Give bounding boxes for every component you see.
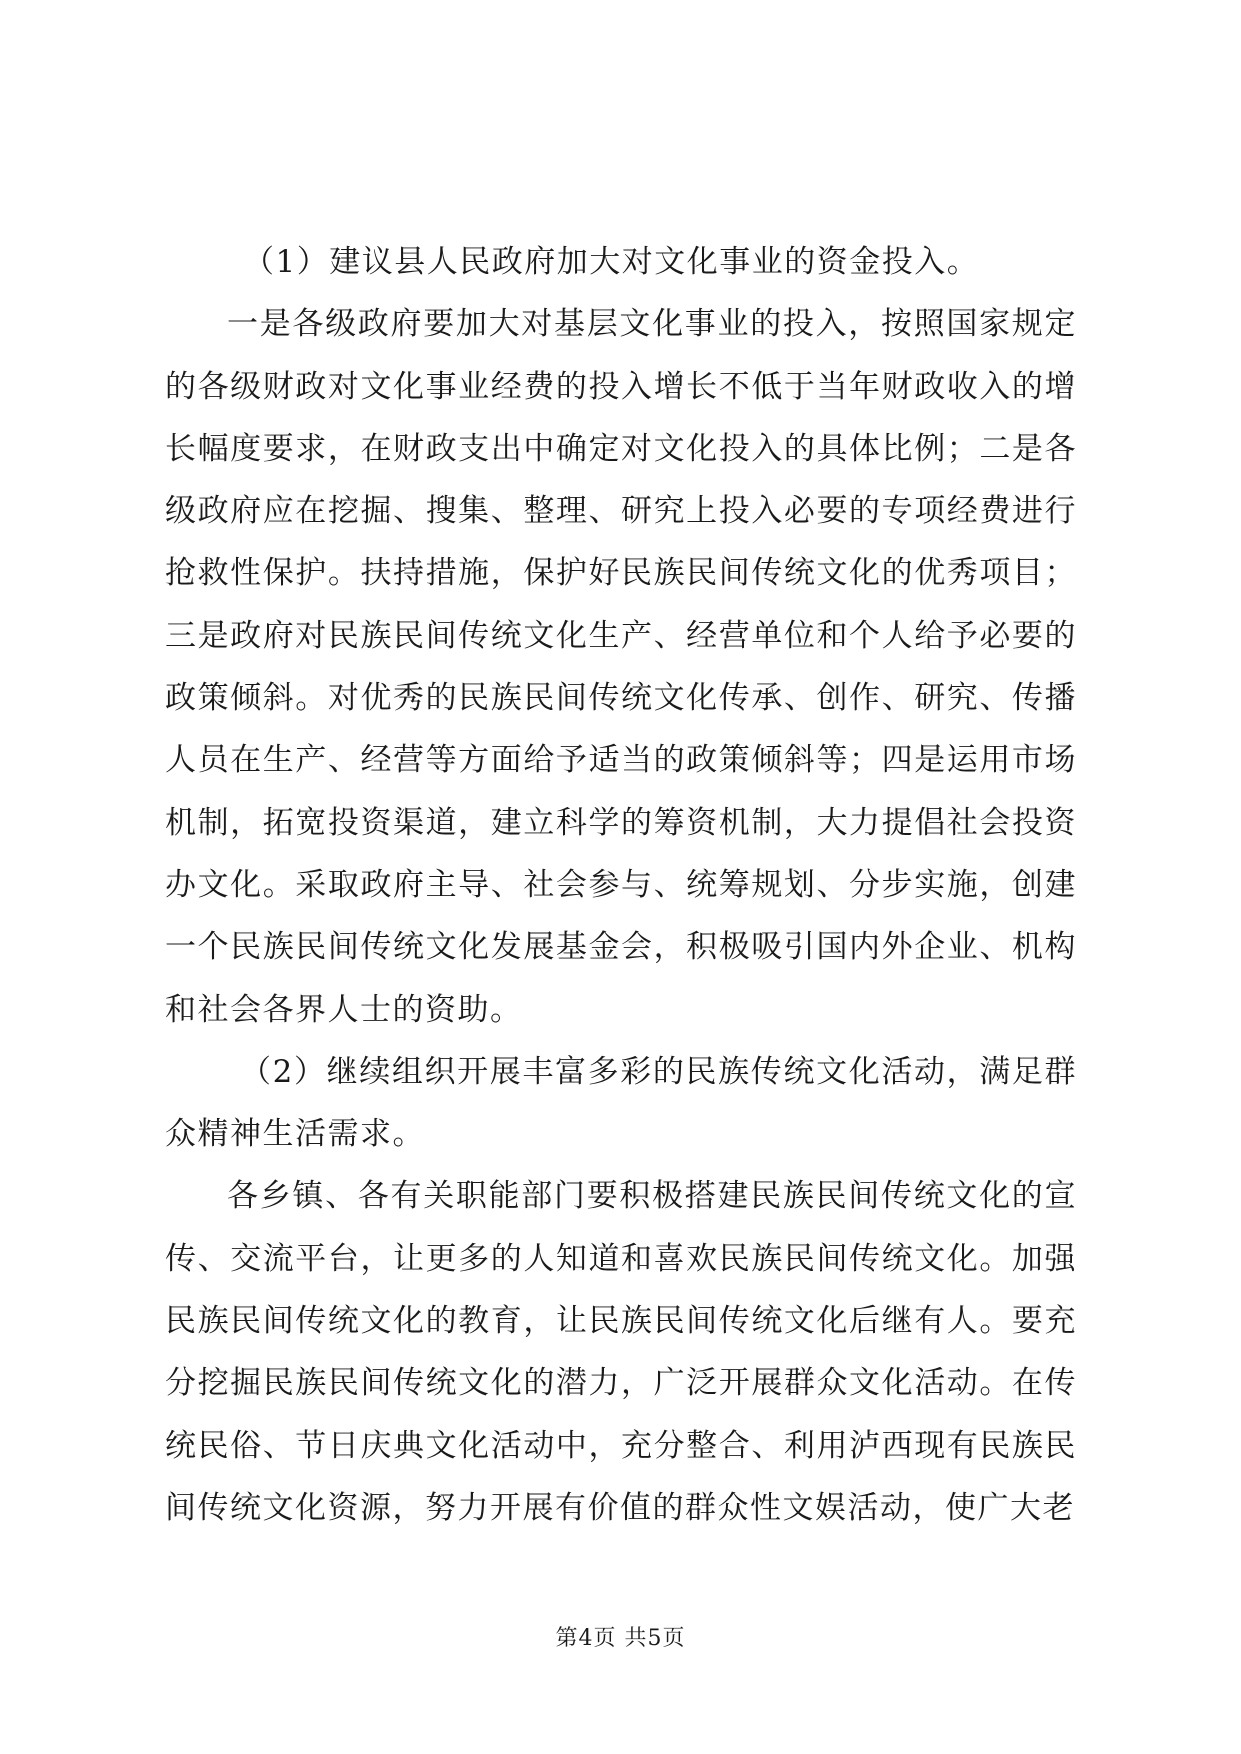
document-body [165, 231, 1077, 1539]
section-heading-1: （1）建议县人民政府加大对文化事业的资金投入。 [243, 244, 980, 280]
page-footer: 第4页 共5页 [555, 1626, 686, 1651]
body-paragraph-1: 一是各级政府要加大对基层文化事业的投入，按照国家规定的各级财政对文化事业经费的投入增长不低于当年财政收入的增长幅度要求，在财政支出中确定对文化投入的具体比例；二是各级政府应在挖掘、搜集、整理、研究上投入必要的专项经费进行抢救性保护。扶持措施，保护好民族民间传统文化的优秀项目；三是政府对民族民间传统文化生产、经营单位和个人给予必要的政策倾斜。对优秀的民族民间传统文化传承、创作、研究、传播人员在生产、经营等方面给予适当的政策倾斜等；四是运用市场机制，拓宽投资渠道，建立科学的筹资机制，大力提倡社会投资办文化。采取政府主导、社会参与、统筹规划、分步实施，创建一个民族民间传统文化发展基金会，积极吸引国内外企业、机构和社会各界人士的资助。 [165, 306, 1077, 1028]
body-paragraph-2: 各乡镇、各有关职能部门要积极搭建民族民间传统文化的宣传、交流平台，让更多的人知道和喜欢民族民间传统文化。加强民族民间传统文化的教育，让民族民间传统文化后继有人。要充分挖掘民族民间传统文化的潜力，广泛开展群众文化活动。在传统民俗、节日庆典文化活动中，充分整合、利用泸西现有民族民间传统文化资源，努力开展有价值的群众性文娱活动，使广大老 [165, 1178, 1077, 1526]
section-heading-2: （2）继续组织开展丰富多彩的民族传统文化活动，满足群众精神生活需求。 [165, 1053, 1077, 1153]
